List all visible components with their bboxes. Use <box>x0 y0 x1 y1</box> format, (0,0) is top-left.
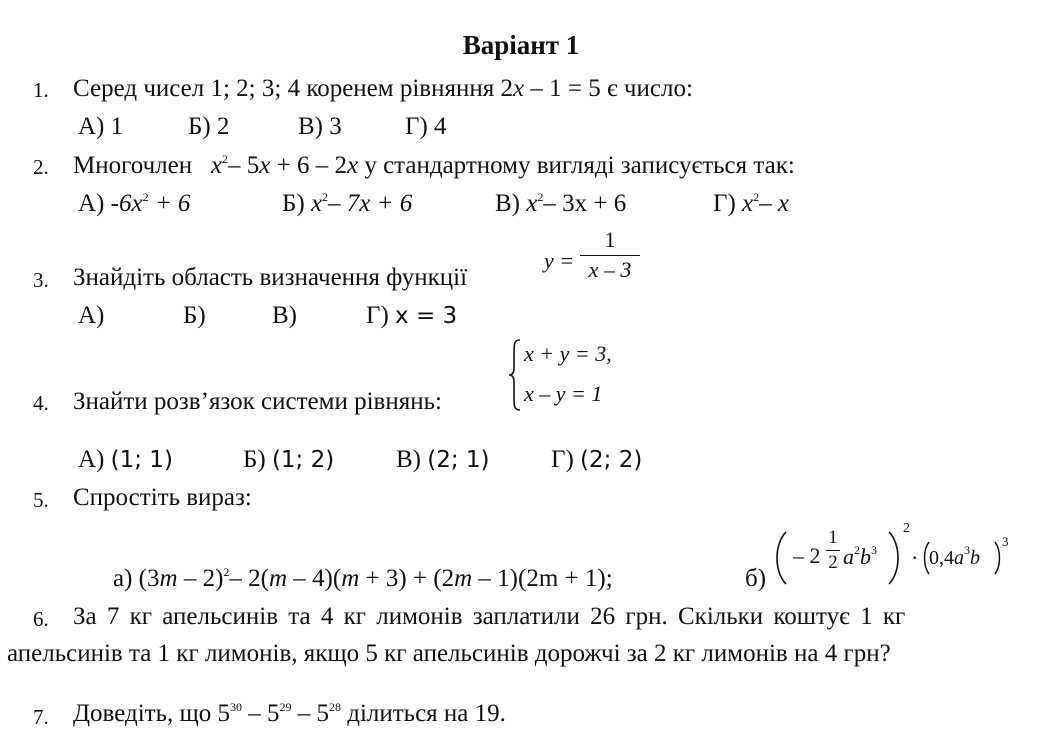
question-number: 5. <box>33 488 49 512</box>
system-equation-2: x – y = 1 <box>524 381 603 406</box>
question-6-line-1: За 7 кг апельсинів та 4 кг лимонів заплатили 26 грн. Скільки коштує 1 кг <box>73 603 906 630</box>
fraction-denominator: x – 3 <box>580 255 640 281</box>
mixed-fraction <box>826 528 840 572</box>
option-b: Б) 2 <box>188 113 230 140</box>
fraction-numerator: 1 <box>604 227 616 252</box>
question-6-line-2: апельсинів та 1 кг лимонів, якщо 5 кг апельсинів дорожчі за 2 кг лимонів на 4 грн? <box>7 640 891 667</box>
option-b: Б) $x^2-$ 7x + 6 <box>282 190 413 217</box>
option-a: А) $-6x^2 + 6$ <box>78 190 191 217</box>
system-equation-1: x + y = 3, <box>524 341 612 366</box>
option-c: В) $x^2-$ 3x + 6 <box>495 190 627 217</box>
option-a: А) <box>78 302 105 329</box>
question-1-text: Серед чисел 1; 2; 3; 4 коренем рівняння 2x – 1 = 5 є число: <box>73 75 693 102</box>
expression-a: а) (3m – 2)$^2$– 2(m – 4)(m + 3) + (2m – 1)(2m + 1); <box>113 565 613 592</box>
outer-exponent: 2 <box>903 521 910 536</box>
option-c: В) (2; 1) <box>396 446 490 473</box>
function-y-equals: y = <box>544 248 575 273</box>
question-2-text: Многочлен $x^2-$ 5x + 6 – 2x у стандартному вигляді записується так: <box>73 152 795 179</box>
option-a: А) (1; 1) <box>78 446 173 473</box>
option-c: В) 3 <box>298 113 342 140</box>
expression-b-monomial: $a^2b^3$ <box>843 543 877 569</box>
option-d: Г) 4 <box>405 113 447 140</box>
option-d: Г) (2; 2) <box>551 446 643 473</box>
question-3-text: Знайдіть область визначення функції <box>73 264 468 291</box>
page-title: Варіант 1 <box>462 30 580 60</box>
fraction-denominator: 2 <box>826 550 840 572</box>
fraction-numerator: 1 <box>828 527 838 548</box>
multiply-dot: · <box>911 545 919 570</box>
right-paren-icon <box>885 530 903 586</box>
left-paren-icon <box>772 530 790 586</box>
question-number: 6. <box>33 607 49 631</box>
question-number: 2. <box>33 155 49 179</box>
function-fraction <box>580 229 640 281</box>
question-5-text: Спростіть вираз: <box>73 484 252 511</box>
question-number: 4. <box>33 391 49 415</box>
option-c: В) <box>272 302 297 329</box>
expression-b-minus: – 2 <box>793 543 821 568</box>
question-7-text: Доведіть, що $5^{30} - 5^{29} - 5^{28}$ ділиться на 19. <box>73 700 506 727</box>
option-d: Г) x = 3 <box>366 302 458 329</box>
expression-b-second: $0,4a^3b$ <box>929 543 980 569</box>
option-b: Б) <box>183 302 206 329</box>
system-brace-icon <box>508 338 522 412</box>
option-b: Б) (1; 2) <box>243 446 335 473</box>
option-a: А) 1 <box>78 113 124 140</box>
option-d: Г) $x^2-$ x <box>713 190 789 217</box>
outer-exponent: 3 <box>1002 534 1009 549</box>
question-number: 1. <box>33 78 49 102</box>
question-number: 7. <box>33 705 49 729</box>
question-number: 3. <box>33 268 49 292</box>
expression-b-label: б) <box>745 565 767 592</box>
question-4-text: Знайти розв’язок системи рівнянь: <box>73 388 442 415</box>
